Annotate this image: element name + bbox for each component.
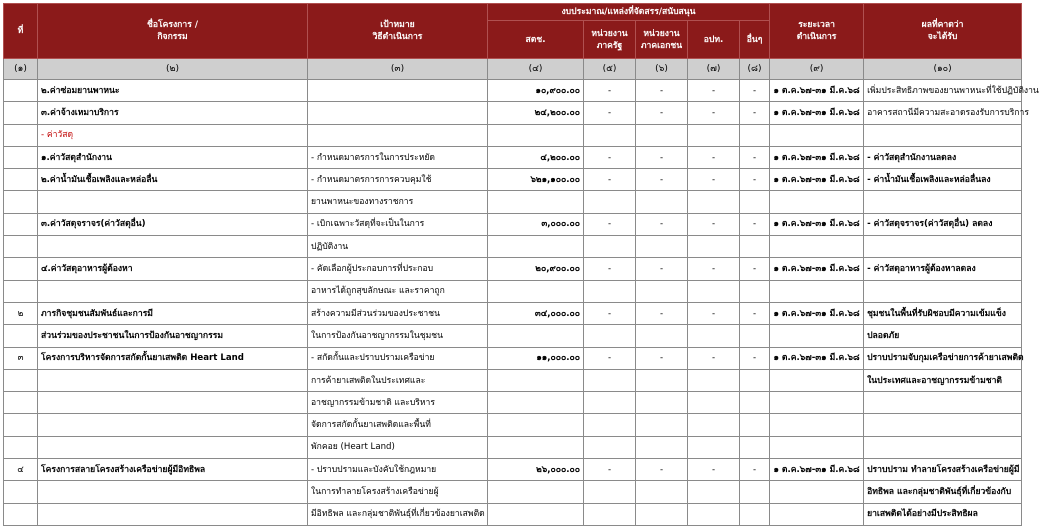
cell-b1: ๒๔,๒๐๐.๐๐ bbox=[488, 102, 584, 124]
cell-project bbox=[38, 503, 308, 525]
table-row bbox=[4, 436, 1022, 458]
cell-b5: - bbox=[740, 146, 770, 168]
cell-target bbox=[308, 102, 488, 124]
cell-result bbox=[864, 191, 1022, 213]
header-result: ผลที่คาดว่า จะได้รับ bbox=[864, 4, 1022, 59]
cell-result bbox=[864, 392, 1022, 414]
cell-b3 bbox=[636, 503, 688, 525]
cell-b3 bbox=[636, 191, 688, 213]
cell-b4: - bbox=[688, 302, 740, 324]
cell-b1 bbox=[488, 481, 584, 503]
header-project: ชื่อโครงการ / กิจกรรม bbox=[38, 4, 308, 59]
cell-b5 bbox=[740, 124, 770, 146]
cell-period bbox=[770, 236, 864, 258]
table-row bbox=[4, 302, 1022, 324]
cell-b4: - bbox=[688, 347, 740, 369]
table-row bbox=[4, 213, 1022, 235]
cell-no: ๓ bbox=[4, 347, 38, 369]
cell-b4: - bbox=[688, 459, 740, 481]
cell-b1 bbox=[488, 414, 584, 436]
cell-b5 bbox=[740, 436, 770, 458]
cell-b4 bbox=[688, 369, 740, 391]
index-cell: (๘) bbox=[740, 59, 770, 80]
cell-b1: ๓๔,๐๐๐.๐๐ bbox=[488, 302, 584, 324]
table-row bbox=[4, 80, 1022, 102]
table-header bbox=[4, 4, 1022, 59]
cell-period bbox=[770, 503, 864, 525]
header-no: ที่ bbox=[4, 4, 38, 59]
cell-result bbox=[864, 436, 1022, 458]
cell-b2 bbox=[584, 503, 636, 525]
cell-no bbox=[4, 146, 38, 168]
cell-b4: - bbox=[688, 258, 740, 280]
index-cell: (๑๐) bbox=[864, 59, 1022, 80]
cell-no: ๒ bbox=[4, 302, 38, 324]
cell-target: มีอิทธิพล และกลุ่มชาติพันธุ์ที่เกี่ยวข้องยาเสพติด bbox=[308, 503, 488, 525]
cell-period bbox=[770, 191, 864, 213]
cell-period bbox=[770, 392, 864, 414]
cell-b3 bbox=[636, 481, 688, 503]
cell-b5: - bbox=[740, 102, 770, 124]
cell-b5 bbox=[740, 481, 770, 503]
cell-project bbox=[38, 280, 308, 302]
cell-result: - ค่าวัสดุอาหารผู้ต้องหาลดลง bbox=[864, 258, 1022, 280]
cell-target: พักคอย (Heart Land) bbox=[308, 436, 488, 458]
cell-b2: - bbox=[584, 459, 636, 481]
index-cell: (๒) bbox=[38, 59, 308, 80]
cell-b1: ๖๒๑,๑๐๐.๐๐ bbox=[488, 169, 584, 191]
cell-target: ยานพาหนะของทางราชการ bbox=[308, 191, 488, 213]
cell-target: - ปราบปรามและบังคับใช้กฎหมาย bbox=[308, 459, 488, 481]
cell-no bbox=[4, 102, 38, 124]
cell-b2 bbox=[584, 191, 636, 213]
cell-b1 bbox=[488, 191, 584, 213]
cell-b5 bbox=[740, 369, 770, 391]
cell-result: ปราบปราม ทำลายโครงสร้างเครือข่ายผู้มี bbox=[864, 459, 1022, 481]
cell-project: โครงการบริหารจัดการสกัดกั้นยาเสพติด Heart Land bbox=[38, 347, 308, 369]
cell-b2: - bbox=[584, 169, 636, 191]
cell-b4: - bbox=[688, 213, 740, 235]
cell-b1 bbox=[488, 392, 584, 414]
cell-result: ยาเสพติดได้อย่างมีประสิทธิผล bbox=[864, 503, 1022, 525]
cell-period: ๑ ต.ค.๖๗-๓๑ มี.ค.๖๘ bbox=[770, 102, 864, 124]
cell-b5: - bbox=[740, 80, 770, 102]
cell-result bbox=[864, 280, 1022, 302]
table-body bbox=[4, 59, 1039, 526]
cell-b2: - bbox=[584, 102, 636, 124]
cell-b2 bbox=[584, 481, 636, 503]
cell-target: จัดการสกัดกั้นยาเสพติดและพื้นที่ bbox=[308, 414, 488, 436]
cell-no bbox=[4, 80, 38, 102]
table-row bbox=[4, 481, 1022, 503]
cell-no bbox=[4, 258, 38, 280]
cell-period bbox=[770, 280, 864, 302]
cell-result: - ค่าวัสดุสำนักงานลดลง bbox=[864, 146, 1022, 168]
cell-b1: ๒๖,๐๐๐.๐๐ bbox=[488, 459, 584, 481]
index-cell: (๔) bbox=[488, 59, 584, 80]
cell-b3: - bbox=[636, 169, 688, 191]
header-budget-private: หน่วยงาน ภาคเอกชน bbox=[636, 21, 688, 59]
header-budget-government: หน่วยงาน ภาครัฐ bbox=[584, 21, 636, 59]
cell-b4 bbox=[688, 191, 740, 213]
index-cell: (๓) bbox=[308, 59, 488, 80]
cell-b4 bbox=[688, 236, 740, 258]
cell-b1 bbox=[488, 503, 584, 525]
cell-b4: - bbox=[688, 102, 740, 124]
cell-b5 bbox=[740, 325, 770, 347]
cell-b4 bbox=[688, 280, 740, 302]
cell-project: ส่วนร่วมของประชาชนในการป้องกันอาชญากรรม bbox=[38, 325, 308, 347]
cell-b5: - bbox=[740, 169, 770, 191]
cell-b3: - bbox=[636, 80, 688, 102]
cell-b3: - bbox=[636, 213, 688, 235]
cell-b2: - bbox=[584, 80, 636, 102]
cell-b3: - bbox=[636, 459, 688, 481]
cell-result bbox=[864, 414, 1022, 436]
cell-b4 bbox=[688, 436, 740, 458]
cell-target: ในการทำลายโครงสร้างเครือข่ายผู้ bbox=[308, 481, 488, 503]
cell-project bbox=[38, 236, 308, 258]
cell-target: - สกัดกั้นและปราบปรามเครือข่าย bbox=[308, 347, 488, 369]
cell-b3 bbox=[636, 325, 688, 347]
cell-target: ปฏิบัติงาน bbox=[308, 236, 488, 258]
cell-b2: - bbox=[584, 258, 636, 280]
cell-result: ชุมชนในพื้นที่รับผิชอบมีความเข้มแข็ง bbox=[864, 302, 1022, 324]
cell-project bbox=[38, 414, 308, 436]
cell-b1 bbox=[488, 436, 584, 458]
cell-b3: - bbox=[636, 102, 688, 124]
cell-target: อาชญากรรมข้ามชาติ และบริหาร bbox=[308, 392, 488, 414]
cell-b5: - bbox=[740, 258, 770, 280]
cell-b2 bbox=[584, 436, 636, 458]
cell-b5 bbox=[740, 191, 770, 213]
cell-project bbox=[38, 191, 308, 213]
cell-b3 bbox=[636, 280, 688, 302]
cell-no bbox=[4, 191, 38, 213]
cell-result: - ค่าน้ำมันเชื้อเพลิงและหล่อลื่นลง bbox=[864, 169, 1022, 191]
cell-b3 bbox=[636, 392, 688, 414]
cell-target: - เบิกเฉพาะวัสดุที่จะเป็นในการ bbox=[308, 213, 488, 235]
cell-b1 bbox=[488, 369, 584, 391]
cell-no bbox=[4, 392, 38, 414]
index-cell: (๙) bbox=[770, 59, 864, 80]
cell-project: โครงการสลายโครงสร้างเครือข่ายผู้มีอิทธิพล bbox=[38, 459, 308, 481]
cell-no: ๔ bbox=[4, 459, 38, 481]
table-row bbox=[4, 191, 1022, 213]
table-row bbox=[4, 392, 1022, 414]
cell-b3: - bbox=[636, 258, 688, 280]
cell-b3: - bbox=[636, 302, 688, 324]
cell-period: ๑ ต.ค.๖๗-๓๑ มี.ค.๖๘ bbox=[770, 80, 864, 102]
column-index-row bbox=[4, 59, 1022, 80]
cell-b3 bbox=[636, 236, 688, 258]
cell-b4 bbox=[688, 503, 740, 525]
cell-b3 bbox=[636, 436, 688, 458]
table-row bbox=[4, 503, 1022, 525]
cell-b5 bbox=[740, 280, 770, 302]
cell-project: ๓.ค่าวัสดุจราจร(ค่าวัสดุอื่น) bbox=[38, 213, 308, 235]
cell-no bbox=[4, 436, 38, 458]
cell-target: สร้างความมีส่วนร่วมของประชาชน bbox=[308, 302, 488, 324]
cell-period bbox=[770, 369, 864, 391]
cell-period bbox=[770, 481, 864, 503]
cell-b1: ๑๑,๐๐๐.๐๐ bbox=[488, 347, 584, 369]
cell-b3: - bbox=[636, 146, 688, 168]
table-row bbox=[4, 124, 1022, 146]
cell-b3 bbox=[636, 124, 688, 146]
cell-period bbox=[770, 436, 864, 458]
cell-result bbox=[864, 236, 1022, 258]
cell-no bbox=[4, 236, 38, 258]
cell-b2: - bbox=[584, 302, 636, 324]
cell-b5 bbox=[740, 236, 770, 258]
cell-b4 bbox=[688, 481, 740, 503]
cell-result: อาคารสถานีมีความสะอาดรองรับการบริการ bbox=[864, 102, 1022, 124]
cell-b2 bbox=[584, 369, 636, 391]
cell-b4 bbox=[688, 414, 740, 436]
cell-result: ปลอดภัย bbox=[864, 325, 1022, 347]
cell-b1: ๑๐,๙๐๐.๐๐ bbox=[488, 80, 584, 102]
cell-b3: - bbox=[636, 347, 688, 369]
cell-b4 bbox=[688, 392, 740, 414]
cell-b1 bbox=[488, 280, 584, 302]
cell-b4 bbox=[688, 325, 740, 347]
cell-project: ภารกิจชุมชนสัมพันธ์และการมี bbox=[38, 302, 308, 324]
cell-no bbox=[4, 213, 38, 235]
cell-no bbox=[4, 280, 38, 302]
cell-period: ๑ ต.ค.๖๗-๓๑ มี.ค.๖๘ bbox=[770, 146, 864, 168]
table-row bbox=[4, 102, 1022, 124]
index-cell: (๑) bbox=[4, 59, 38, 80]
cell-b5 bbox=[740, 414, 770, 436]
cell-result bbox=[864, 124, 1022, 146]
cell-period: ๑ ต.ค.๖๗-๓๑ มี.ค.๖๘ bbox=[770, 459, 864, 481]
table-row bbox=[4, 146, 1022, 168]
cell-b1: ๒๐,๙๐๐.๐๐ bbox=[488, 258, 584, 280]
cell-b2 bbox=[584, 414, 636, 436]
table-row bbox=[4, 369, 1022, 391]
cell-b2: - bbox=[584, 347, 636, 369]
table-row bbox=[4, 258, 1022, 280]
header-period: ระยะเวลา ดำเนินการ bbox=[770, 4, 864, 59]
cell-b4 bbox=[688, 124, 740, 146]
cell-b2: - bbox=[584, 213, 636, 235]
cell-project bbox=[38, 392, 308, 414]
cell-b1 bbox=[488, 325, 584, 347]
cell-target bbox=[308, 124, 488, 146]
index-cell: (๕) bbox=[584, 59, 636, 80]
table-row bbox=[4, 169, 1022, 191]
cell-project: ๓.ค่าจ้างเหมาบริการ bbox=[38, 102, 308, 124]
header-budget-police: สตช. bbox=[488, 21, 584, 59]
table-row bbox=[4, 459, 1022, 481]
cell-b4: - bbox=[688, 169, 740, 191]
cell-project: ๒.ค่าน้ำมันเชื้อเพลิงและหล่อลื่น bbox=[38, 169, 308, 191]
cell-b2 bbox=[584, 392, 636, 414]
table-row bbox=[4, 280, 1022, 302]
cell-no bbox=[4, 169, 38, 191]
cell-target: อาหารได้ถูกสุขลักษณะ และราคาถูก bbox=[308, 280, 488, 302]
index-cell: (๖) bbox=[636, 59, 688, 80]
cell-result: ปราบปรามจับกุมเครือข่ายการค้ายาเสพติด bbox=[864, 347, 1022, 369]
cell-no bbox=[4, 503, 38, 525]
cell-no bbox=[4, 369, 38, 391]
header-budget-local: อปท. bbox=[688, 21, 740, 59]
cell-b5: - bbox=[740, 347, 770, 369]
cell-project bbox=[38, 436, 308, 458]
cell-b5 bbox=[740, 392, 770, 414]
cell-project bbox=[38, 369, 308, 391]
cell-b3 bbox=[636, 369, 688, 391]
cell-target bbox=[308, 80, 488, 102]
cell-period: ๑ ต.ค.๖๗-๓๑ มี.ค.๖๘ bbox=[770, 213, 864, 235]
cell-result: เพิ่มประสิทธิภาพของยานพาหนะที่ใช้ปฏิบัติงาน bbox=[864, 80, 1022, 102]
cell-b2: - bbox=[584, 146, 636, 168]
cell-period: ๑ ต.ค.๖๗-๓๑ มี.ค.๖๘ bbox=[770, 169, 864, 191]
cell-no bbox=[4, 414, 38, 436]
cell-target: - คัดเลือกผู้ประกอบการที่ประกอบ bbox=[308, 258, 488, 280]
cell-project bbox=[38, 481, 308, 503]
budget-plan-table bbox=[3, 3, 1039, 526]
cell-result: ในประเทศและอาชญากรรมข้ามชาติ bbox=[864, 369, 1022, 391]
cell-target: - กำหนดมาตรการการควบคุมใช้ bbox=[308, 169, 488, 191]
cell-b1: ๓,๐๐๐.๐๐ bbox=[488, 213, 584, 235]
cell-b2 bbox=[584, 124, 636, 146]
header-budget-other: อื่นๆ bbox=[740, 21, 770, 59]
cell-period bbox=[770, 414, 864, 436]
cell-project: ๑.ค่าวัสดุสำนักงาน bbox=[38, 146, 308, 168]
cell-b4: - bbox=[688, 80, 740, 102]
cell-result: - ค่าวัสดุจราจร(ค่าวัสดุอื่น) ลดลง bbox=[864, 213, 1022, 235]
cell-b1 bbox=[488, 236, 584, 258]
cell-project: ๒.ค่าซ่อมยานพาหนะ bbox=[38, 80, 308, 102]
cell-b5: - bbox=[740, 459, 770, 481]
cell-no bbox=[4, 124, 38, 146]
cell-b5 bbox=[740, 503, 770, 525]
cell-no bbox=[4, 481, 38, 503]
cell-target: - กำหนดมาตรการในการประหยัด bbox=[308, 146, 488, 168]
cell-target: ในการป้องกันอาชญากรรมในชุมชน bbox=[308, 325, 488, 347]
cell-b2 bbox=[584, 280, 636, 302]
cell-no bbox=[4, 325, 38, 347]
cell-period bbox=[770, 124, 864, 146]
cell-target: การค้ายาเสพติดในประเทศและ bbox=[308, 369, 488, 391]
cell-period bbox=[770, 325, 864, 347]
cell-b3 bbox=[636, 414, 688, 436]
cell-b2 bbox=[584, 236, 636, 258]
cell-b4: - bbox=[688, 146, 740, 168]
table-row bbox=[4, 414, 1022, 436]
table-row bbox=[4, 236, 1022, 258]
cell-b5: - bbox=[740, 302, 770, 324]
cell-b2 bbox=[584, 325, 636, 347]
cell-project: ๔.ค่าวัสดุอาหารผู้ต้องหา bbox=[38, 258, 308, 280]
cell-period: ๑ ต.ค.๖๗-๓๑ มี.ค.๖๘ bbox=[770, 258, 864, 280]
cell-b1 bbox=[488, 124, 584, 146]
header-target: เป้าหมาย วิธีดำเนินการ bbox=[308, 4, 488, 59]
index-cell: (๗) bbox=[688, 59, 740, 80]
cell-project: - ค่าวัสดุ bbox=[38, 124, 308, 146]
table-row bbox=[4, 325, 1022, 347]
cell-period: ๑ ต.ค.๖๗-๓๑ มี.ค.๖๘ bbox=[770, 302, 864, 324]
cell-b5: - bbox=[740, 213, 770, 235]
table-row bbox=[4, 347, 1022, 369]
cell-period: ๑ ต.ค.๖๗-๓๑ มี.ค.๖๘ bbox=[770, 347, 864, 369]
cell-b1: ๔,๒๐๐.๐๐ bbox=[488, 146, 584, 168]
cell-result: อิทธิพล และกลุ่มชาติพันธุ์ที่เกี่ยวข้องกับ bbox=[864, 481, 1022, 503]
header-budget: งบประมาณ/แหล่งที่จัดสรร/สนับสนุน bbox=[488, 4, 770, 21]
